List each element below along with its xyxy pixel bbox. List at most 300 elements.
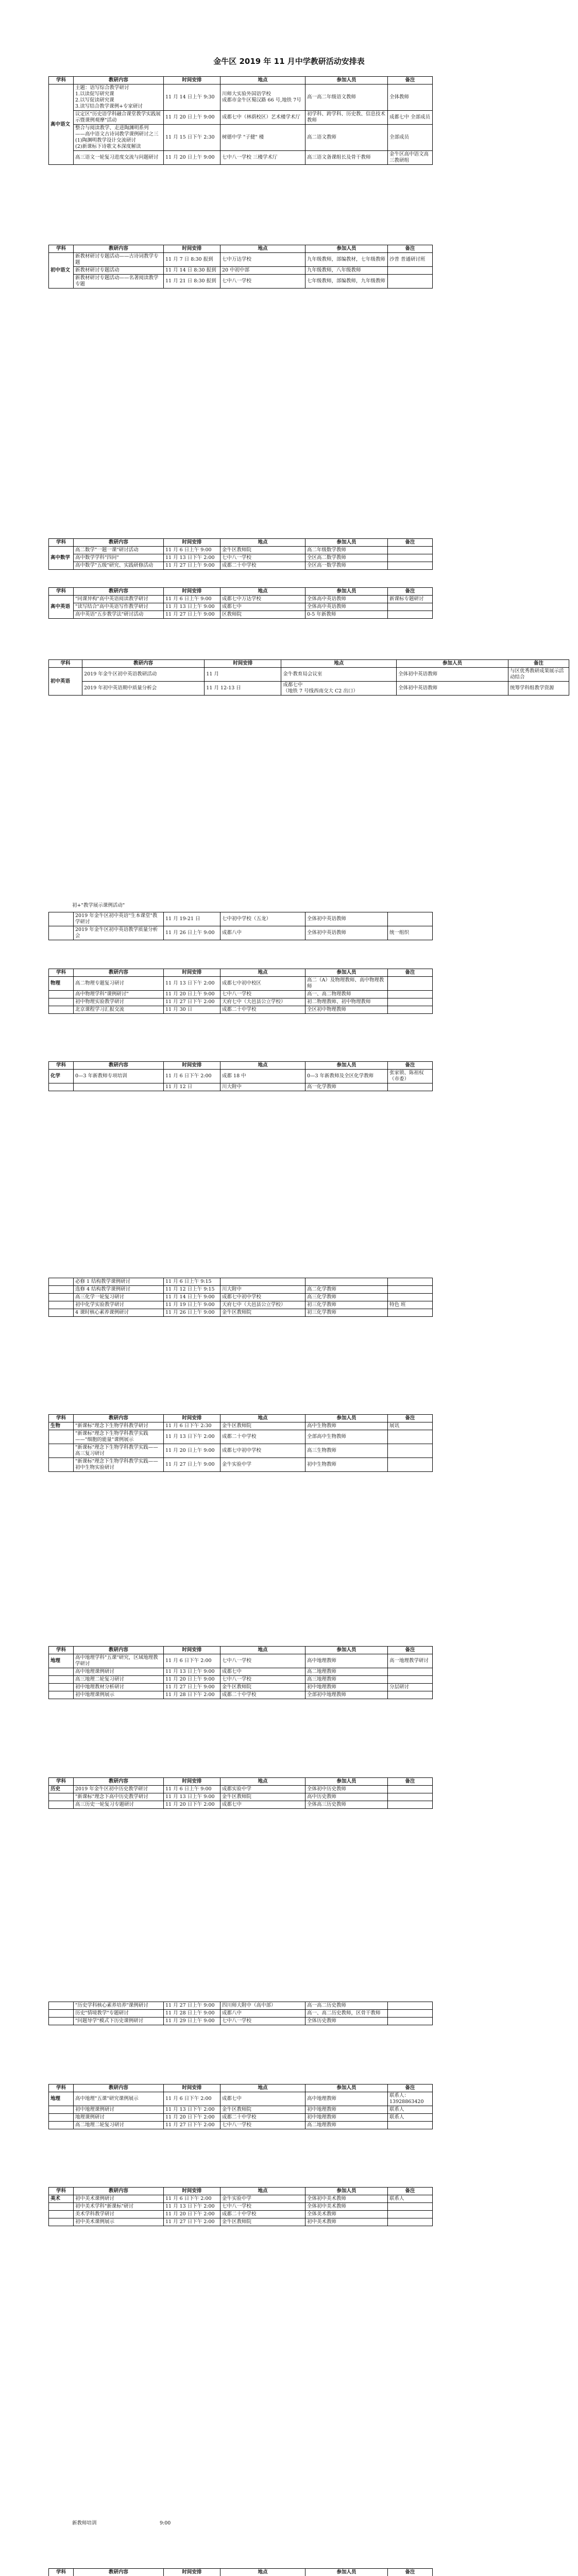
participants-cell: 初学科、跨学科、历史教、信息技术教师 bbox=[305, 111, 388, 125]
header-note: 备注 bbox=[388, 77, 433, 84]
participants-cell: 高三语文备课组长及骨干教师 bbox=[305, 151, 388, 165]
place-cell: 七中八一学校 bbox=[220, 554, 305, 562]
table-header-row bbox=[49, 969, 433, 977]
time-cell: 11 月 19 日上午 9:00 bbox=[164, 1301, 220, 1309]
document-title: 金牛区 2019 年 11 月中学教研活动安排表 bbox=[213, 57, 365, 66]
time-cell: 11 月 12 日 bbox=[164, 1083, 220, 1091]
table-row bbox=[49, 1430, 433, 1444]
table-row bbox=[49, 682, 569, 696]
header-subject: 学科 bbox=[49, 1778, 74, 1786]
time-cell: 11 月 20 日上午 9:00 bbox=[164, 1676, 220, 1684]
participants-cell: 全区高二数学教师 bbox=[305, 554, 388, 562]
table-row bbox=[49, 668, 569, 682]
time-cell: 11 月 6 日下午 2:00 bbox=[164, 1070, 220, 1083]
header-note: 备注 bbox=[388, 1778, 433, 1786]
time-cell: 11 月 6 日下午 2:00 bbox=[164, 1654, 220, 1668]
subject-cell bbox=[49, 912, 74, 926]
time-cell: 11 月 20 日下午 2:00 bbox=[164, 2114, 220, 2122]
time-cell: 11 月 27 日上午 9:00 bbox=[164, 611, 220, 619]
time-cell: 11 月 20 日上午 9:00 bbox=[164, 111, 220, 125]
note-cell: 全部成员 bbox=[388, 125, 433, 151]
header-note: 备注 bbox=[388, 2569, 433, 2576]
header-subject: 学科 bbox=[49, 588, 74, 596]
participants-cell: 高二（A）及物理教师、高中物理教师 bbox=[305, 977, 388, 991]
place-cell: 成都二十中学校 bbox=[220, 2114, 305, 2122]
content-cell: "问题导学"模式下历史课例研讨 bbox=[74, 2018, 164, 2025]
header-content: 教研内容 bbox=[74, 2569, 164, 2576]
place-cell: 七中初中学校（五龙） bbox=[220, 912, 305, 926]
note-cell bbox=[388, 1668, 433, 1676]
content-cell: 2019 年初中英语期中质量分析会 bbox=[82, 682, 205, 696]
content-cell: 高中地理学科"五课"研究，区域地理教学研讨 bbox=[74, 1654, 164, 1668]
content-cell: 历史"情境教学"专题研讨 bbox=[74, 2010, 164, 2018]
time-cell: 11 月 27 日下午 2:00 bbox=[164, 2218, 220, 2226]
header-time: 时间安排 bbox=[164, 1647, 220, 1654]
participants-cell: 高二地理教师 bbox=[305, 2122, 388, 2129]
header-participants: 参加人员 bbox=[305, 245, 388, 253]
subject-cell: 高中语文 bbox=[49, 84, 74, 165]
schedule-table-block7 bbox=[48, 969, 433, 1014]
note-cell bbox=[388, 1444, 433, 1458]
table-row bbox=[49, 1294, 433, 1301]
note-cell bbox=[388, 2218, 433, 2226]
note-cell bbox=[388, 2010, 433, 2018]
content-cell: 2019 年金牛区初中历史教学研讨 bbox=[74, 1786, 164, 1793]
note-cell: 分层研讨 bbox=[388, 1684, 433, 1691]
content-cell: 议定区"历史语学科融合课堂教学实践展示暨课例观摩"活动 bbox=[74, 111, 164, 125]
table-row bbox=[49, 1654, 433, 1668]
table-row bbox=[49, 1786, 433, 1793]
header-note: 备注 bbox=[388, 969, 433, 977]
note-cell bbox=[388, 2211, 433, 2218]
table-header-row bbox=[49, 1778, 433, 1786]
header-subject: 学科 bbox=[49, 1647, 74, 1654]
note-cell bbox=[388, 547, 433, 554]
participants-cell: 全体初中美术教师 bbox=[305, 2195, 388, 2203]
content-cell: 主题：语写综合教学研讨 1.以读促写研究课 2.以写促读研究课 3.读写结合教学课例+专家研讨 bbox=[74, 84, 164, 111]
place-cell: 成都二十中学校 bbox=[220, 1006, 305, 1014]
table-row bbox=[49, 253, 433, 267]
table-row bbox=[49, 1309, 433, 1317]
time-cell: 11 月 13 日上午 9:00 bbox=[164, 1668, 220, 1676]
note-cell: 全体教师 bbox=[388, 84, 433, 111]
subject-cell bbox=[49, 2018, 74, 2025]
header-note: 备注 bbox=[508, 660, 569, 668]
note-cell: 与区优秀教研成果展示活动结合 bbox=[508, 668, 569, 682]
place-cell: 天府七中（大邑县公立学校） bbox=[220, 1301, 305, 1309]
participants-cell: 高中地理教师 bbox=[305, 2092, 388, 2106]
note-cell: 展讯 bbox=[388, 1422, 433, 1430]
header-time: 时间安排 bbox=[164, 1778, 220, 1786]
content-cell: 高中英语"五步教学法"研讨活动 bbox=[74, 611, 164, 619]
subject-cell bbox=[49, 1684, 74, 1691]
table-row bbox=[49, 2010, 433, 2018]
subject-cell bbox=[49, 1801, 74, 1809]
place-cell: 成都七中 bbox=[220, 2092, 305, 2106]
subject-cell bbox=[49, 2218, 74, 2226]
participants-cell: 初三化学教师 bbox=[305, 1301, 388, 1309]
time-cell: 11 月 15 日下午 2:30 bbox=[164, 125, 220, 151]
time-cell: 11 月 27 日上午 9:00 bbox=[164, 562, 220, 570]
table-header-row bbox=[49, 1415, 433, 1422]
header-subject: 学科 bbox=[49, 1415, 74, 1422]
schedule-table-block14 bbox=[48, 2084, 433, 2129]
header-content: 教研内容 bbox=[74, 2188, 164, 2195]
participants-cell: 高中地理教师 bbox=[305, 1654, 388, 1668]
time-cell: 11 月 6 日下午 2:00 bbox=[164, 2195, 220, 2203]
table-row bbox=[49, 611, 433, 619]
subject-cell bbox=[49, 2114, 74, 2122]
place-cell: 成都七中（林荫校区）艺术楼学术厅 bbox=[220, 111, 305, 125]
place-cell: 金牛教育局会议室 bbox=[281, 668, 397, 682]
note-cell bbox=[388, 1006, 433, 1014]
table-row bbox=[49, 2203, 433, 2211]
subject-cell bbox=[49, 1278, 74, 1286]
schedule-table-block2 bbox=[48, 245, 433, 289]
place-cell: 成都二十中学校 bbox=[220, 562, 305, 570]
header-note: 备注 bbox=[388, 1415, 433, 1422]
note-cell bbox=[388, 1083, 433, 1091]
table-row bbox=[49, 1668, 433, 1676]
participants-cell: 初中生物教师 bbox=[305, 1458, 388, 1472]
subject-cell: 化学 bbox=[49, 1070, 74, 1083]
header-time: 时间安排 bbox=[164, 77, 220, 84]
table-row bbox=[49, 2114, 433, 2122]
table-row bbox=[49, 2122, 433, 2129]
table-row bbox=[49, 267, 433, 275]
subject-cell bbox=[49, 2002, 74, 2010]
header-content: 教研内容 bbox=[74, 2084, 164, 2092]
subject-cell: 地理 bbox=[49, 2092, 74, 2106]
note-cell bbox=[388, 1309, 433, 1317]
content-cell: 北京课程学习汇报交流 bbox=[74, 1006, 164, 1014]
place-cell: 七中八一学校 三楼学术厅 bbox=[220, 151, 305, 165]
participants-cell: 初中地理教师 bbox=[305, 1684, 388, 1691]
header-place: 地点 bbox=[220, 1778, 305, 1786]
place-cell: 天府七中（大邑县公立学校） bbox=[220, 998, 305, 1006]
table-row bbox=[49, 926, 433, 940]
table-row bbox=[49, 2002, 433, 2010]
table-row bbox=[49, 1691, 433, 1699]
note-cell bbox=[388, 2203, 433, 2211]
note-cell bbox=[388, 977, 433, 991]
note-cell: 成都七中 全部成员 bbox=[388, 111, 433, 125]
time-cell: 11 月 26 日上午 9:00 bbox=[164, 926, 220, 940]
table-row bbox=[49, 977, 433, 991]
content-cell: 高中地理课例研讨 bbox=[74, 1668, 164, 1676]
participants-cell: 高一高二年级语文教师 bbox=[305, 84, 388, 111]
content-cell: 4 课时核心素养课例研讨 bbox=[74, 1309, 164, 1317]
table-header-row bbox=[49, 660, 569, 668]
time-cell: 11 月 27 日下午 2:00 bbox=[164, 998, 220, 1006]
content-cell: 高中数学学科"四问" bbox=[74, 554, 164, 562]
note-cell bbox=[388, 1294, 433, 1301]
schedule-table-block1 bbox=[48, 76, 433, 165]
content-cell: 初中地理教材分析研讨 bbox=[74, 1684, 164, 1691]
place-cell: 七中八一学校 bbox=[220, 275, 305, 289]
place-cell: 成都七中 bbox=[220, 603, 305, 611]
header-time: 时间安排 bbox=[164, 1415, 220, 1422]
time-cell: 11 月 27 日上午 9:00 bbox=[164, 2002, 220, 2010]
place-cell: 成都七中 （地铁 7 号线西南交大 C2 出口） bbox=[281, 682, 397, 696]
table-row bbox=[49, 2211, 433, 2218]
table-row bbox=[49, 111, 433, 125]
table-row bbox=[49, 1083, 433, 1091]
header-place: 地点 bbox=[220, 2188, 305, 2195]
time-cell: 11 月 27 日下午 2:00 bbox=[164, 2122, 220, 2129]
place-cell: 金牛区教师院 bbox=[220, 1309, 305, 1317]
time-cell: 11 月 28 日上午 9:00 bbox=[164, 2010, 220, 2018]
participants-cell: 初中地理教师 bbox=[305, 2114, 388, 2122]
note-cell: 联系人：13928863420 bbox=[388, 2092, 433, 2106]
table-row bbox=[49, 1793, 433, 1801]
header-content: 教研内容 bbox=[74, 1062, 164, 1070]
time-cell: 11 月 27 日上午 9:00 bbox=[164, 1684, 220, 1691]
subject-cell bbox=[49, 1294, 74, 1301]
place-cell: 金牛区教师院 bbox=[220, 1793, 305, 1801]
table-row bbox=[49, 2195, 433, 2203]
time-cell: 11 月 13 日下午 2:00 bbox=[164, 977, 220, 991]
schedule-table-block4 bbox=[48, 587, 433, 619]
content-cell: 2019 年金牛区初中英语教研活动 bbox=[82, 668, 205, 682]
place-cell: 七中八一学校 bbox=[220, 1676, 305, 1684]
place-cell: 成都实验中学 bbox=[220, 1786, 305, 1793]
header-place: 地点 bbox=[281, 660, 397, 668]
header-time: 时间安排 bbox=[164, 2188, 220, 2195]
header-participants: 参加人员 bbox=[305, 1647, 388, 1654]
header-place: 地点 bbox=[220, 1647, 305, 1654]
table-row bbox=[49, 1458, 433, 1472]
participants-cell bbox=[305, 1278, 388, 1286]
time-cell: 11 月 20 日下午 2:00 bbox=[164, 1801, 220, 1809]
table-row bbox=[49, 2092, 433, 2106]
time-cell: 11 月 13 日上午 9:00 bbox=[164, 1793, 220, 1801]
note-cell: 统筹学科组教学资源 bbox=[508, 682, 569, 696]
participants-cell: 全区高一数学教师 bbox=[305, 562, 388, 570]
note-cell bbox=[388, 1430, 433, 1444]
content-cell: 高二物理专题复习研讨 bbox=[74, 977, 164, 991]
time-cell: 11 月 13 日下午 2:00 bbox=[164, 2106, 220, 2114]
header-place: 地点 bbox=[220, 969, 305, 977]
place-cell: 金牛区教师院 bbox=[220, 2106, 305, 2114]
table-row bbox=[49, 562, 433, 570]
content-cell: "历史学科核心素养培养"课例研讨 bbox=[74, 2002, 164, 2010]
header-participants: 参加人员 bbox=[305, 2084, 388, 2092]
schedule-table-block10 bbox=[48, 1414, 433, 1472]
participants-cell: 初中地理教师 bbox=[305, 2106, 388, 2114]
header-participants: 参加人员 bbox=[305, 1415, 388, 1422]
loose-text-time: 9:00 bbox=[160, 2520, 171, 2526]
header-content: 教研内容 bbox=[82, 660, 205, 668]
table-header-row bbox=[49, 245, 433, 253]
content-cell: 初中美术课例展示 bbox=[74, 2218, 164, 2226]
header-place: 地点 bbox=[220, 77, 305, 84]
subject-cell bbox=[49, 1444, 74, 1458]
schedule-table-block16 bbox=[48, 2568, 433, 2576]
table-row bbox=[49, 125, 433, 151]
note-cell bbox=[388, 2002, 433, 2010]
header-content: 教研内容 bbox=[74, 77, 164, 84]
content-cell: 2019 年金牛区初中英语教学质量分析会 bbox=[74, 926, 164, 940]
header-subject: 学科 bbox=[49, 660, 82, 668]
schedule-table-block9 bbox=[48, 1278, 433, 1317]
participants-cell: 全体历史教师 bbox=[305, 2018, 388, 2025]
participants-cell: 全部高中生物教师 bbox=[305, 1430, 388, 1444]
table-row bbox=[49, 1070, 433, 1083]
time-cell: 11 月 12-13 日 bbox=[205, 682, 281, 696]
header-participants: 参加人员 bbox=[305, 2188, 388, 2195]
subject-cell bbox=[49, 991, 74, 998]
header-participants: 参加人员 bbox=[305, 1062, 388, 1070]
participants-cell: 全体美术教师 bbox=[305, 2211, 388, 2218]
note-cell bbox=[388, 554, 433, 562]
header-note: 备注 bbox=[388, 539, 433, 547]
schedule-table-block3 bbox=[48, 538, 433, 570]
table-row bbox=[49, 998, 433, 1006]
subject-cell bbox=[49, 1458, 74, 1472]
content-cell: 选修 4 结构教学课例研讨 bbox=[74, 1286, 164, 1294]
table-row bbox=[49, 1278, 433, 1286]
schedule-table-block6 bbox=[48, 912, 433, 940]
place-cell: 金牛区教师院 bbox=[220, 1684, 305, 1691]
content-cell: 高中数学"五级"研究、实践研修活动 bbox=[74, 562, 164, 570]
time-cell: 11 月 6 日上午 9:00 bbox=[164, 596, 220, 603]
table-row bbox=[49, 1444, 433, 1458]
place-cell: 区教师院 bbox=[220, 611, 305, 619]
table-row bbox=[49, 151, 433, 165]
place-cell: 金牛区教师院 bbox=[220, 2218, 305, 2226]
participants-cell: 全体初中英语教师 bbox=[305, 912, 388, 926]
subject-cell bbox=[49, 2122, 74, 2129]
time-cell: 11 月 20 日上午 9:00 bbox=[164, 151, 220, 165]
content-cell: 初中美术课例研讨 bbox=[74, 2195, 164, 2203]
place-cell: 成都七中万达学校 bbox=[220, 596, 305, 603]
place-cell: 金牛区教师院 bbox=[220, 547, 305, 554]
note-cell bbox=[388, 2122, 433, 2129]
subject-cell bbox=[49, 1668, 74, 1676]
note-cell bbox=[388, 912, 433, 926]
content-cell: 高三历史一轮复习专题研讨 bbox=[74, 1801, 164, 1809]
header-note: 备注 bbox=[388, 245, 433, 253]
note-cell: 高一地理教学研讨 bbox=[388, 1654, 433, 1668]
subject-cell bbox=[49, 926, 74, 940]
content-cell: "新课标"理念下生物学科教学研讨 bbox=[74, 1422, 164, 1430]
header-note: 备注 bbox=[388, 1647, 433, 1654]
participants-cell: 全区初中物理教师 bbox=[305, 1006, 388, 1014]
place-cell: 七中八一学校 bbox=[220, 991, 305, 998]
participants-cell: 全体初中历史教师 bbox=[305, 1786, 388, 1793]
header-participants: 参加人员 bbox=[305, 1778, 388, 1786]
participants-cell: 高三地理教师 bbox=[305, 1676, 388, 1684]
place-cell: 七中万达学校 bbox=[220, 253, 305, 267]
place-cell: 成都七中 bbox=[220, 1801, 305, 1809]
place-cell: 20 中初中部 bbox=[220, 267, 305, 275]
table-row bbox=[49, 1684, 433, 1691]
participants-cell: 全体初中英语教师 bbox=[305, 926, 388, 940]
table-row bbox=[49, 1422, 433, 1430]
header-content: 教研内容 bbox=[74, 1778, 164, 1786]
place-cell: 成都七中 bbox=[220, 1668, 305, 1676]
subject-cell bbox=[49, 2010, 74, 2018]
content-cell: 新教材研讨专题活动 bbox=[74, 267, 164, 275]
participants-cell: 全体初中美术教师 bbox=[305, 2203, 388, 2211]
place-cell: 成都七中初中学校 bbox=[220, 1444, 305, 1458]
table-header-row bbox=[49, 588, 433, 596]
participants-cell: 七年级教师，部编教师，九年级教师 bbox=[305, 275, 388, 289]
participants-cell: 全体初中英语教师 bbox=[397, 668, 508, 682]
table-row bbox=[49, 596, 433, 603]
place-cell: 成都二十中学校 bbox=[220, 1691, 305, 1699]
place-cell: 川大附中 bbox=[220, 1286, 305, 1294]
content-cell: 高中地理"五课"研究课例展示 bbox=[74, 2092, 164, 2106]
content-cell: 必修 1 结构教学课例研讨 bbox=[74, 1278, 164, 1286]
note-cell bbox=[388, 1458, 433, 1472]
table-row bbox=[49, 1301, 433, 1309]
time-cell: 11 月 6 日上午 9:15 bbox=[164, 1278, 220, 1286]
participants-cell: 全体高中英语教师 bbox=[305, 603, 388, 611]
time-cell: 11 月 20 日上午 9:00 bbox=[164, 991, 220, 998]
time-cell: 11 月 26 日上午 9:00 bbox=[164, 1309, 220, 1317]
participants-cell: 初中美术教师 bbox=[305, 2218, 388, 2226]
content-cell: "新课标"理念下生物学科教学实践——"细胞的能量"课例展示 bbox=[74, 1430, 164, 1444]
header-note: 备注 bbox=[388, 1062, 433, 1070]
place-cell: 成都八中 bbox=[220, 2010, 305, 2018]
header-content: 教研内容 bbox=[74, 245, 164, 253]
header-time: 时间安排 bbox=[164, 588, 220, 596]
note-cell: 联系人 bbox=[388, 2195, 433, 2203]
table-row bbox=[49, 1676, 433, 1684]
table-row bbox=[49, 275, 433, 289]
table-row bbox=[49, 84, 433, 111]
content-cell: 新教材研讨专题活动——古诗词教学专题 bbox=[74, 253, 164, 267]
time-cell: 11 月 12 日上午 9:15 bbox=[164, 1286, 220, 1294]
time-cell: 11 月 13 日下午 2:00 bbox=[164, 1430, 220, 1444]
header-participants: 参加人员 bbox=[305, 969, 388, 977]
header-participants: 参加人员 bbox=[305, 2569, 388, 2576]
subject-cell: 高中英语 bbox=[49, 596, 74, 619]
schedule-table-block15 bbox=[48, 2187, 433, 2226]
content-cell: 2019 年金牛区初中英语"生本课堂"教学研讨 bbox=[74, 912, 164, 926]
content-cell: "新课标"理念下生物学科教学实践——初中生物实验研讨 bbox=[74, 1458, 164, 1472]
table-row bbox=[49, 1006, 433, 1014]
loose-text-label: 新教师培训 bbox=[72, 2520, 97, 2526]
table-row bbox=[49, 991, 433, 998]
header-subject: 学科 bbox=[49, 1062, 74, 1070]
place-cell: 金牛实验中学 bbox=[220, 1458, 305, 1472]
header-place: 地点 bbox=[220, 2084, 305, 2092]
table-header-row bbox=[49, 2084, 433, 2092]
subject-cell bbox=[49, 1691, 74, 1699]
header-note: 备注 bbox=[388, 2084, 433, 2092]
content-cell: 高二数学"一题一课"研讨活动 bbox=[74, 547, 164, 554]
content-cell: 初中美术学科"新课标"研讨 bbox=[74, 2203, 164, 2211]
table-row bbox=[49, 1801, 433, 1809]
header-subject: 学科 bbox=[49, 77, 74, 84]
content-cell: 高二地理二轮复习研讨 bbox=[74, 2122, 164, 2129]
participants-cell: 高一、高二历史教师，区骨干教师 bbox=[305, 2010, 388, 2018]
content-cell: 初中化学实验教学研讨 bbox=[74, 1301, 164, 1309]
time-cell: 11 月 6 日下午 2:00 bbox=[164, 2092, 220, 2106]
header-content: 教研内容 bbox=[74, 1415, 164, 1422]
participants-cell: 九年级教师，部编教材，七年级教师 bbox=[305, 253, 388, 267]
content-cell: 初中地理课例展示 bbox=[74, 1691, 164, 1699]
header-participants: 参加人员 bbox=[397, 660, 508, 668]
place-cell: 四川师大附中（高中部） bbox=[220, 2002, 305, 2010]
table-row bbox=[49, 2106, 433, 2114]
subject-cell bbox=[49, 1793, 74, 1801]
content-cell: 初中地理课例研讨 bbox=[74, 2106, 164, 2114]
table-row bbox=[49, 554, 433, 562]
